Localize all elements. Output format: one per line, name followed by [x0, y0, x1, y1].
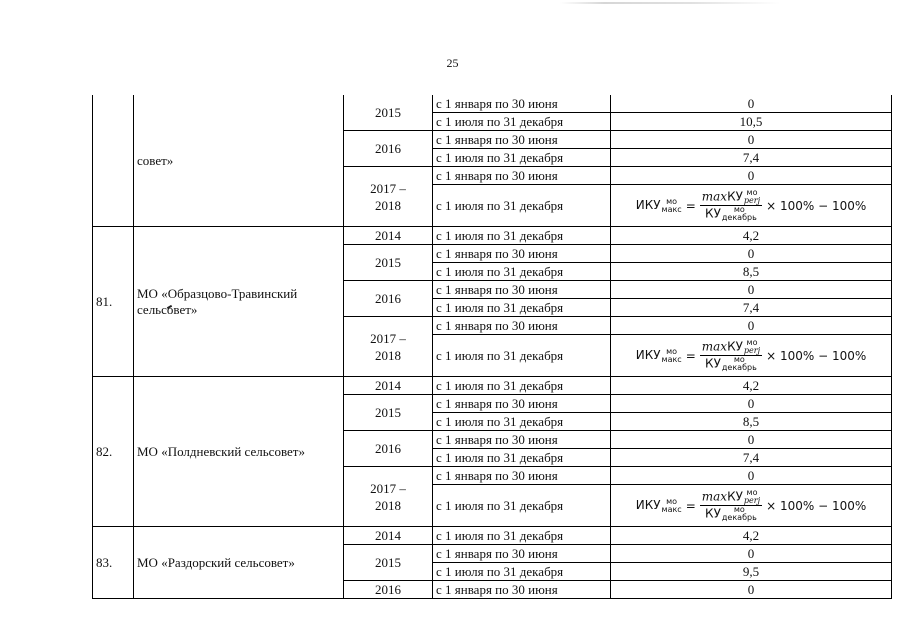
value-cell: 0 — [611, 95, 892, 113]
page-number: 25 — [446, 56, 459, 70]
row-number: 82. — [93, 377, 134, 527]
period-cell: с 1 января по 30 июня — [433, 317, 611, 335]
value-cell: 0 — [611, 581, 892, 599]
year-cell: 2014 — [344, 377, 433, 395]
period-cell: с 1 июля по 31 декабря — [433, 227, 611, 245]
value-cell: 4,2 — [611, 377, 892, 395]
year-cell: 2014 — [344, 227, 433, 245]
year-cell: 2016 — [344, 131, 433, 167]
year-cell: 2017 – 2018 — [344, 467, 433, 527]
period-cell: с 1 января по 30 июня — [433, 167, 611, 185]
period-cell: с 1 января по 30 июня — [433, 545, 611, 563]
table-row — [93, 377, 892, 395]
table-row — [93, 527, 892, 545]
period-cell: с 1 января по 30 июня — [433, 581, 611, 599]
value-cell: 0 — [611, 317, 892, 335]
value-cell: 0 — [611, 167, 892, 185]
value-cell: 7,4 — [611, 299, 892, 317]
period-cell: с 1 июля по 31 декабря — [433, 299, 611, 317]
period-cell: с 1 июля по 31 декабря — [433, 413, 611, 431]
year-cell: 2014 — [344, 527, 433, 545]
value-cell: 7,4 — [611, 449, 892, 467]
row-number: 83. — [93, 527, 134, 599]
period-cell: с 1 января по 30 июня — [433, 131, 611, 149]
period-cell: с 1 января по 30 июня — [433, 467, 611, 485]
formula-tail: × 100% − 100% — [766, 348, 867, 363]
period-cell: с 1 июля по 31 декабря — [433, 149, 611, 167]
municipality-name: МО «Образцово-Травинский сельсовет» — [134, 227, 344, 377]
scan-artifact — [560, 2, 780, 4]
value-cell: 9,5 — [611, 563, 892, 581]
year-cell: 2016 — [344, 431, 433, 467]
period-cell: с 1 января по 30 июня — [433, 281, 611, 299]
max-tariff-index-formula — [636, 489, 867, 522]
period-cell: с 1 января по 30 июня — [433, 95, 611, 113]
year-cell: 2016 — [344, 581, 433, 599]
value-cell: 0 — [611, 467, 892, 485]
period-cell: с 1 января по 30 июня — [433, 431, 611, 449]
value-cell: 8,5 — [611, 263, 892, 281]
max-tariff-index-formula — [636, 189, 867, 222]
formula-lhs: ИКУ мо макс — [635, 346, 682, 364]
value-cell: 8,5 — [611, 413, 892, 431]
period-cell: с 1 июля по 31 декабря — [433, 527, 611, 545]
period-cell: с 1 июля по 31 декабря — [433, 113, 611, 131]
period-cell: с 1 января по 30 июня — [433, 245, 611, 263]
year-cell: 2016 — [344, 281, 433, 317]
formula-tail: × 100% − 100% — [766, 498, 867, 513]
formula-cell — [611, 185, 892, 227]
equals-sign: = — [685, 498, 696, 513]
period-cell: с 1 июля по 31 декабря — [433, 263, 611, 281]
value-cell: 0 — [611, 545, 892, 563]
value-cell: 0 — [611, 245, 892, 263]
value-cell: 4,2 — [611, 227, 892, 245]
max-tariff-index-formula — [636, 339, 867, 372]
tariff-index-table — [92, 95, 892, 599]
year-cell: 2017 – 2018 — [344, 167, 433, 227]
value-cell: 0 — [611, 281, 892, 299]
period-cell: с 1 июля по 31 декабря — [433, 185, 611, 227]
formula-fraction: maxКУ мо perj КУ мо декабрь — [701, 188, 761, 222]
municipality-name: МО «Раздорский сельсовет» — [134, 527, 344, 599]
equals-sign: = — [685, 348, 696, 363]
period-cell: с 1 января по 30 июня — [433, 395, 611, 413]
table-row — [93, 95, 892, 113]
period-cell: с 1 июля по 31 декабря — [433, 377, 611, 395]
formula-lhs: ИКУ мо макс — [635, 196, 682, 214]
year-cell: 2015 — [344, 545, 433, 581]
period-cell: с 1 июля по 31 декабря — [433, 485, 611, 527]
municipality-name: совет» — [134, 95, 344, 227]
value-cell: 10,5 — [611, 113, 892, 131]
value-cell: 0 — [611, 431, 892, 449]
formula-fraction: maxКУ мо perj КУ мо декабрь — [701, 488, 761, 522]
period-cell: с 1 июля по 31 декабря — [433, 449, 611, 467]
period-cell: с 1 июля по 31 декабря — [433, 335, 611, 377]
value-cell: 0 — [611, 395, 892, 413]
row-number: 81. — [93, 227, 134, 377]
formula-fraction: maxКУ мо perj КУ мо декабрь — [701, 338, 761, 372]
year-cell: 2017 – 2018 — [344, 317, 433, 377]
value-cell: 4,2 — [611, 527, 892, 545]
formula-cell — [611, 335, 892, 377]
year-cell: 2015 — [344, 245, 433, 281]
value-cell: 7,4 — [611, 149, 892, 167]
year-cell: 2015 — [344, 95, 433, 131]
period-cell: с 1 июля по 31 декабря — [433, 563, 611, 581]
row-number — [93, 95, 134, 227]
formula-lhs: ИКУ мо макс — [635, 496, 682, 514]
value-cell: 0 — [611, 131, 892, 149]
formula-cell — [611, 485, 892, 527]
municipality-name: МО «Полдневский сельсовет» — [134, 377, 344, 527]
table-row — [93, 227, 892, 245]
equals-sign: = — [685, 198, 696, 213]
year-cell: 2015 — [344, 395, 433, 431]
formula-tail: × 100% − 100% — [766, 198, 867, 213]
